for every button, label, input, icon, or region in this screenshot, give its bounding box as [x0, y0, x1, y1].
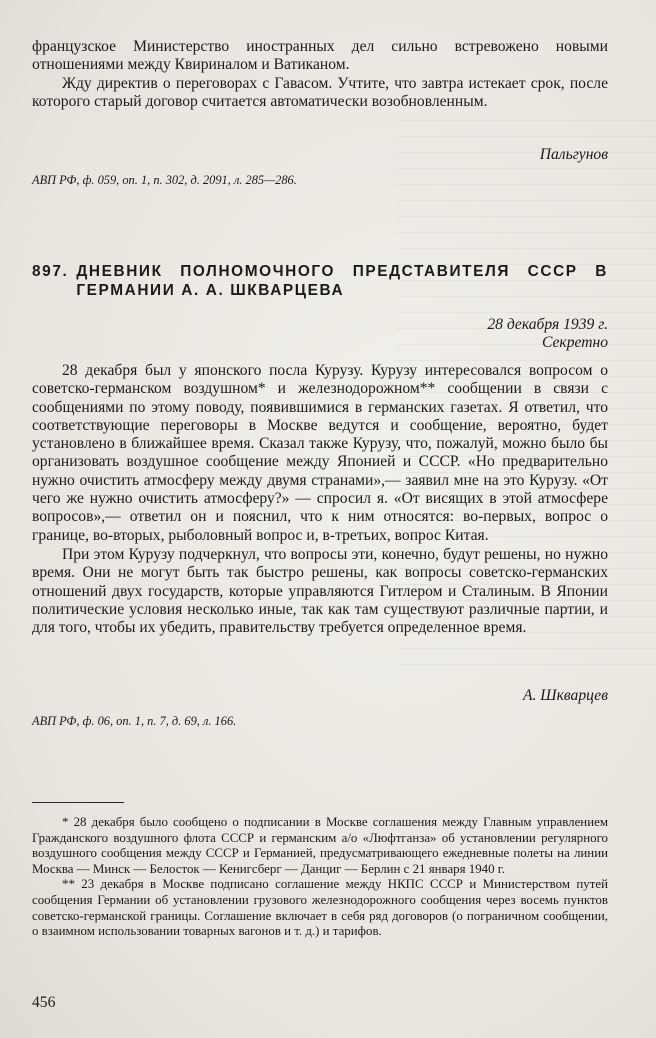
- prev-signature: Пальгунов: [539, 146, 608, 163]
- footnotes: [32, 815, 608, 940]
- document-archive-ref: АВП РФ, ф. 06, оп. 1, п. 7, д. 69, л. 166.: [32, 714, 237, 728]
- prev-document-continuation: [32, 38, 608, 111]
- document-title: ДНЕВНИК ПОЛНОМОЧНОГО ПРЕДСТАВИТЕЛЯ СССР В ГЕРМАНИИ А. А. ШКВАРЦЕВА: [76, 263, 608, 299]
- document-number: 897.: [32, 263, 69, 280]
- body-paragraph-1: 28 декабря был у японского посла Курузу. Курузу интересовался вопросом о советско-германском воздушном* и железнодорожном** сообщении в связи с сообщениями по этому поводу, появившимися в германских газетах. Я ответил, что соответствующие переговоры в Москве ведутся и сообщение, вероятно, будет установлено в ближайшее время. Сказал также Курузу, что, пожалуй, можно было бы организовать воздушное сообщение между Японией и СССР. «Но предварительно нужно очистить атмосферу между двумя странами»,— заявил мне на это Курузу. «От чего же нужно очистить атмосферу?» — спросил я. «От висящих в этой атмосфере вопросов»,— ответил он и пояснил, что к ним относятся: во-первых, вопрос о границе, во-вторых, рыболовный вопрос и, в-третьих, вопрос Китая.: [32, 362, 608, 544]
- document-heading: [32, 262, 608, 300]
- document-classification: Секретно: [541, 334, 608, 352]
- footnote-2: ** 23 декабря в Москве подписано соглашение между НКПС СССР и Министерством путей сообщения Германии об установлении грузового железнодорожного сообщения через восемь пунктов советско-германской границы. Соглашение включает в себя ряд договоров (о пограничном сообщении, о взаимном использовании товарных вагонов и т. д.) и тарифов.: [32, 877, 608, 939]
- document-signature: А. Шкварцев: [522, 687, 608, 704]
- prev-archive-ref: АВП РФ, ф. 059, оп. 1, п. 302, д. 2091, л. 285—286.: [32, 173, 297, 187]
- page-number: 456: [32, 994, 56, 1011]
- footnote-separator: [32, 802, 124, 803]
- document-date: 28 декабря 1939 г.: [487, 316, 608, 333]
- body-paragraph-2: При этом Курузу подчеркнул, что вопросы эти, конечно, будут решены, но нужно время. Они не могут быть так быстро решены, как вопросы советско-германских отношений двух государств, которые управляются Гитлером и Сталиным. В Японии политические условия несколько иные, так как там существуют различные партии, и для того, чтобы их убедить, правительству требуется определенное время.: [32, 545, 608, 637]
- prev-paragraph-1: французское Министерство иностранных дел сильно встревожено новыми отношениями между Квириналом и Ватиканом.: [32, 38, 608, 74]
- footnote-1: * 28 декабря было сообщено о подписании в Москве соглашения между Главным управлением Гражданского воздушного флота СССР и германским а/о «Люфтганза» об установлении регулярного воздушного сообщения между СССР и Германией, предусматривающего ежедневные полеты на линии Москва — Минск — Белосток — Кенигсберг — Данциг — Берлин с 21 января 1940 г.: [32, 815, 608, 876]
- document-body: [32, 362, 608, 637]
- prev-paragraph-2: Жду директив о переговорах с Гавасом. Учтите, что завтра истекает срок, после которого старый договор считается автоматически возобновленным.: [32, 74, 608, 110]
